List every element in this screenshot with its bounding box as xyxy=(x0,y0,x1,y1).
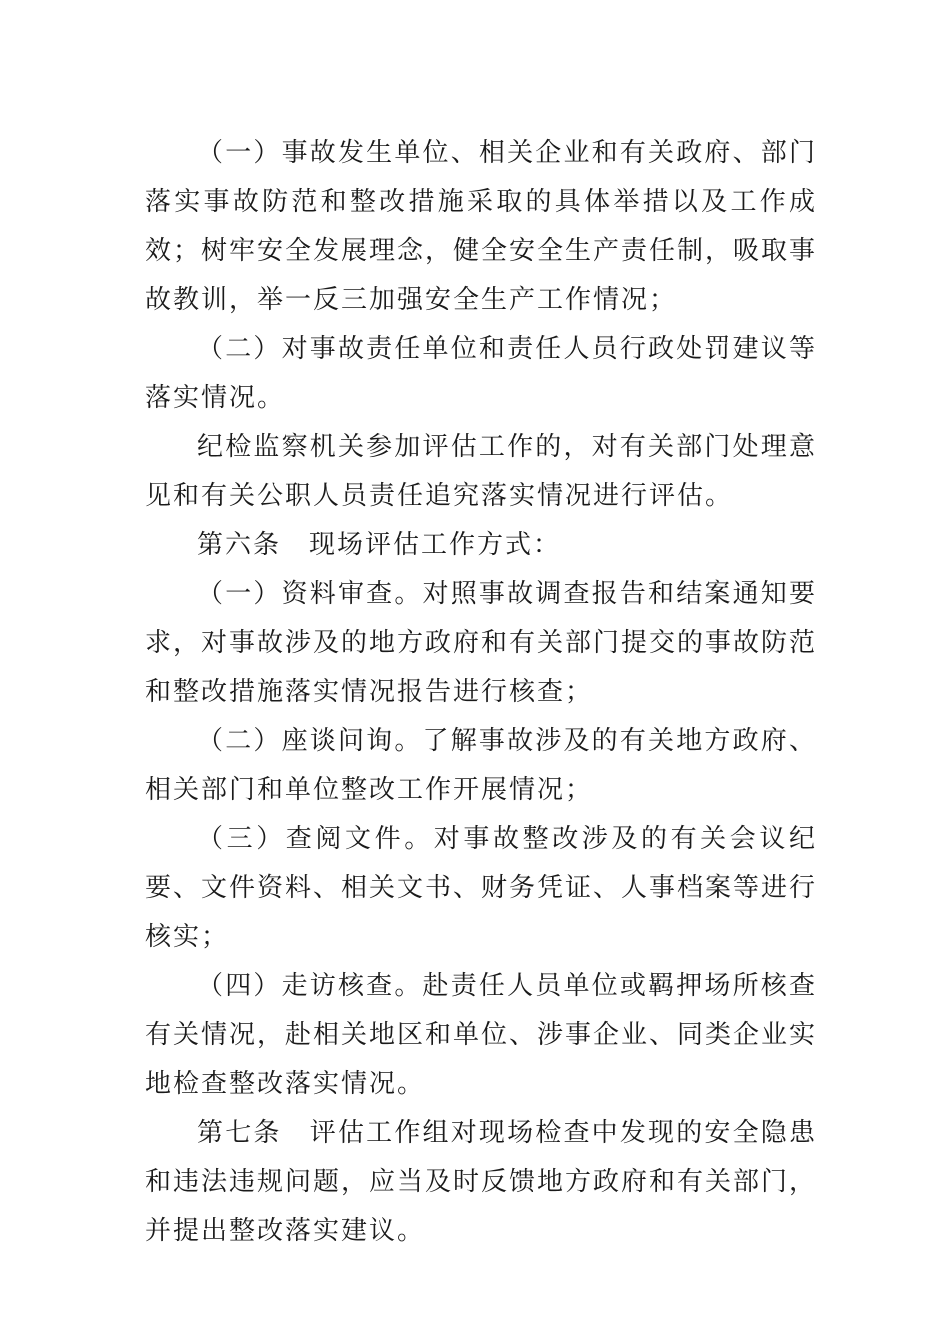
paragraph-item-2-interview: （二）座谈问询。了解事故涉及的有关地方政府、相关部门和单位整改工作开展情况； xyxy=(145,726,817,805)
paragraph-item-2-penalty-implementation: （二）对事故责任单位和责任人员行政处罚建议等落实情况。 xyxy=(145,334,817,413)
paragraph-discipline-inspection: 纪检监察机关参加评估工作的，对有关部门处理意见和有关公职人员责任追究落实情况进行评估。 xyxy=(145,432,817,511)
paragraph-item-4-field-visit: （四）走访核查。赴责任人员单位或羁押场所核查有关情况，赴相关地区和单位、涉事企业、同类企业实地检查整改落实情况。 xyxy=(145,971,818,1099)
document-body xyxy=(145,129,817,1256)
paragraph-article-6-heading: 第六条 现场评估工作方式： xyxy=(197,530,562,560)
paragraph-item-1-accident-unit-measures: （一）事故发生单位、相关企业和有关政府、部门落实事故防范和整改措施采取的具体举措以及工作成效；树牢安全发展理念，健全安全生产责任制，吸取事故教训，举一反三加强安全生产工作情况； xyxy=(145,138,818,315)
paragraph-item-3-file-check: （三）查阅文件。对事故整改涉及的有关会议纪要、文件资料、相关文书、财务凭证、人事档案等进行核实； xyxy=(145,824,818,952)
paragraph-item-1-document-review: （一）资料审查。对照事故调查报告和结案通知要求，对事故涉及的地方政府和有关部门提交的事故防范和整改措施落实情况报告进行核查； xyxy=(145,579,818,707)
paragraph-article-7: 第七条 评估工作组对现场检查中发现的安全隐患和违法违规问题，应当及时反馈地方政府和有关部门，并提出整改落实建议。 xyxy=(145,1118,818,1246)
